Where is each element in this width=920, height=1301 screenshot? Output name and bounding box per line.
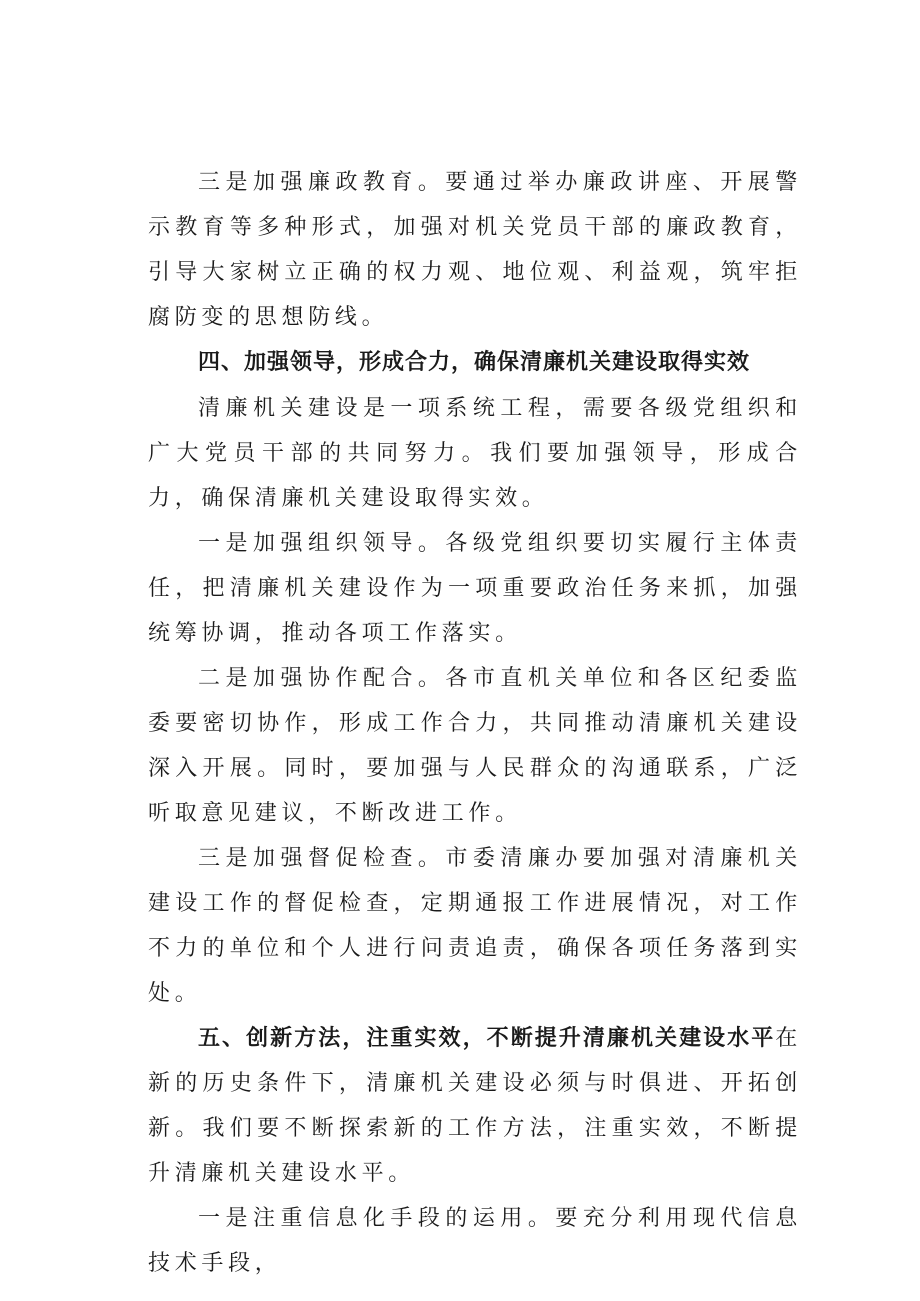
paragraph-section-5-intro: 在新的历史条件下，清廉机关建设必须与时俱进、开拓创新。我们要不断探索新的工作方法，注重实效，不断提升清廉机关建设水平。 [148, 1026, 802, 1186]
document-body [148, 160, 802, 1286]
paragraph-organization-leadership: 一是加强组织领导。各级党组织要切实履行主体责任，把清廉机关建设作为一项重要政治任务来抓，加强统筹协调，推动各项工作落实。 [148, 531, 802, 646]
paragraph-informatization: 一是注重信息化手段的运用。要充分利用现代信息技术手段， [148, 1206, 802, 1276]
paragraph-integrity-education: 三是加强廉政教育。要通过举办廉政讲座、开展警示教育等多种形式，加强对机关党员干部的廉政教育，引导大家树立正确的权力观、地位观、利益观，筑牢拒腐防变的思想防线。 [148, 170, 802, 330]
paragraph-supervision: 三是加强督促检查。市委清廉办要加强对清廉机关建设工作的督促检查，定期通报工作进展情况，对工作不力的单位和个人进行问责追责，确保各项任务落到实处。 [148, 846, 802, 1006]
paragraph-section-4-intro: 清廉机关建设是一项系统工程，需要各级党组织和广大党员干部的共同努力。我们要加强领导，形成合力，确保清廉机关建设取得实效。 [148, 396, 802, 511]
section-heading-5: 五、创新方法，注重实效，不断提升清廉机关建设水平 [198, 1026, 776, 1051]
paragraph-section-5 [148, 1016, 802, 1196]
paragraph-cooperation: 二是加强协作配合。各市直机关单位和各区纪委监委要密切协作，形成工作合力，共同推动清廉机关建设深入开展。同时，要加强与人民群众的沟通联系，广泛听取意见建议，不断改进工作。 [148, 666, 802, 826]
section-heading-4: 四、加强领导，形成合力，确保清廉机关建设取得实效 [198, 350, 751, 375]
